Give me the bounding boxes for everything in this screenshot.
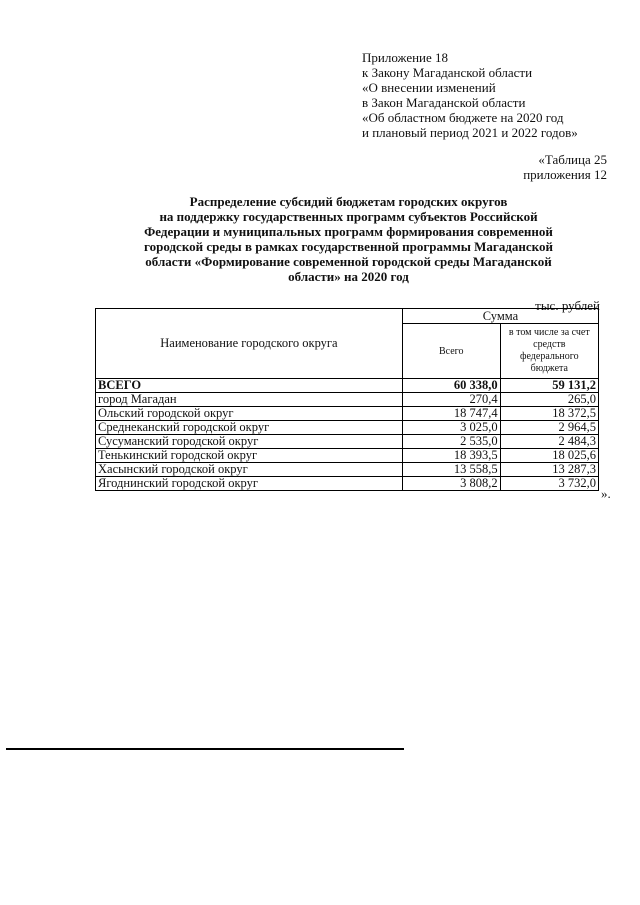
row-total: 18 747,4 — [402, 407, 500, 421]
row-name: город Магадан — [96, 393, 403, 407]
table-row — [96, 449, 599, 463]
header-total: Всего — [402, 324, 500, 379]
annex-line: «О внесении изменений — [362, 80, 496, 95]
annex-line: и плановый период 2021 и 2022 годов» — [362, 125, 578, 140]
row-total: 18 393,5 — [402, 449, 500, 463]
footnote-divider — [6, 748, 404, 750]
row-federal: 13 287,3 — [500, 463, 598, 477]
annex-line: «Об областном бюджете на 2020 год — [362, 110, 564, 125]
table-row — [96, 407, 599, 421]
row-total: 3 025,0 — [402, 421, 500, 435]
table-reference — [523, 152, 607, 182]
row-total: 3 808,2 — [402, 477, 500, 491]
row-name: Тенькинский городской округ — [96, 449, 403, 463]
document-title — [96, 194, 601, 284]
unit-label: тыс. рублей — [535, 298, 600, 313]
closing-quote: ». — [601, 486, 611, 501]
annex-heading — [362, 50, 632, 140]
table-row — [96, 393, 599, 407]
table-row — [96, 477, 599, 491]
row-name: Среднеканский городской округ — [96, 421, 403, 435]
table-ref-line: «Таблица 25 — [538, 152, 607, 167]
table-row — [96, 463, 599, 477]
row-total: 2 535,0 — [402, 435, 500, 449]
title-line: Федерации и муниципальных программ формирования современной — [144, 224, 553, 239]
header-federal: в том числе за счет средств федерального бюджета — [500, 324, 598, 379]
row-federal: 18 025,6 — [500, 449, 598, 463]
row-name: Хасынский городской округ — [96, 463, 403, 477]
annex-line: к Закону Магаданской области — [362, 65, 533, 80]
row-name: Ягоднинский городской округ — [96, 477, 403, 491]
annex-line: Приложение 18 — [362, 50, 449, 65]
table-ref-line: приложения 12 — [523, 167, 607, 182]
table-row-total — [96, 379, 599, 393]
row-total: 270,4 — [402, 393, 500, 407]
header-sum: Сумма — [402, 309, 598, 324]
row-name: Ольский городской округ — [96, 407, 403, 421]
title-line: области «Формирование современной городской среды Магаданской — [145, 254, 552, 269]
table-row — [96, 421, 599, 435]
row-total: 13 558,5 — [402, 463, 500, 477]
row-name: ВСЕГО — [96, 379, 403, 393]
row-total: 60 338,0 — [402, 379, 500, 393]
table-row — [96, 435, 599, 449]
row-federal: 2 964,5 — [500, 421, 598, 435]
row-federal: 18 372,5 — [500, 407, 598, 421]
title-line: области» на 2020 год — [288, 269, 409, 284]
annex-line: в Закон Магаданской области — [362, 95, 526, 110]
row-federal: 59 131,2 — [500, 379, 598, 393]
row-federal: 265,0 — [500, 393, 598, 407]
header-name: Наименование городского округа — [96, 309, 403, 379]
row-federal: 2 484,3 — [500, 435, 598, 449]
row-name: Сусуманский городской округ — [96, 435, 403, 449]
title-line: на поддержку государственных программ субъектов Российской — [159, 209, 538, 224]
title-line: Распределение субсидий бюджетам городских округов — [189, 194, 508, 209]
subsidy-table — [95, 308, 599, 491]
title-line: городской среды в рамках государственной программы Магаданской — [144, 239, 553, 254]
row-federal: 3 732,0 — [500, 477, 598, 491]
